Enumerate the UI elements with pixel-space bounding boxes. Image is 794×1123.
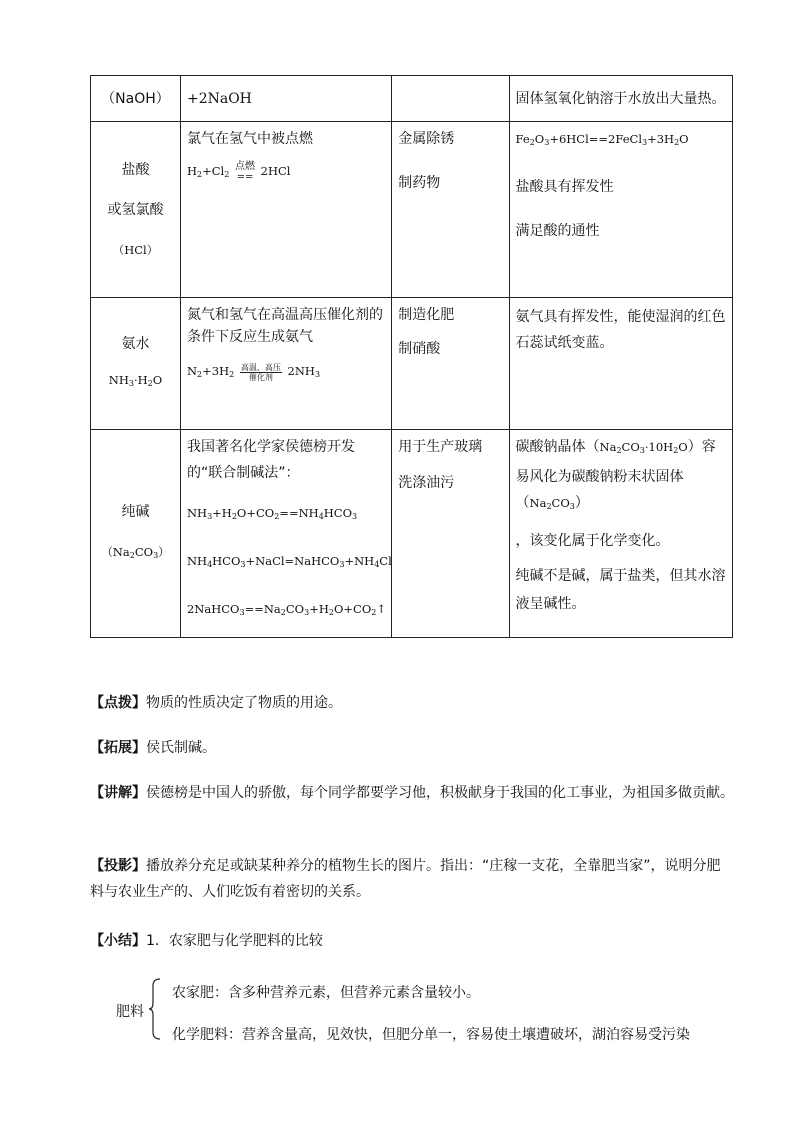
use-item: 制药物 bbox=[398, 175, 441, 191]
cell-reaction bbox=[180, 122, 391, 298]
property-text: ，该变化属于化学变化。 bbox=[515, 533, 670, 549]
substance-alias: 或氢氯酸 bbox=[107, 201, 164, 218]
section-text: 侯氏制碱。 bbox=[146, 740, 216, 756]
use-item: 用于生产玻璃 bbox=[398, 439, 483, 455]
table-row bbox=[91, 430, 733, 638]
section-tag: 【小结】 bbox=[90, 933, 146, 949]
cell-reaction bbox=[180, 298, 391, 430]
use-item: 金属除锈 bbox=[398, 131, 455, 147]
section-tag: 【拓展】 bbox=[90, 740, 146, 756]
reaction-equation: $N_2+3H_2$ $\frac{\text{高温、高压}}{\text{催化剂}}$ $2NH_3$ bbox=[186, 362, 321, 382]
section-tag: 【投影】 bbox=[90, 858, 146, 874]
chemicals-table bbox=[90, 75, 733, 638]
cell-name bbox=[91, 298, 181, 430]
cell-property bbox=[509, 298, 732, 430]
reaction-equation: $2NaHCO_3==Na_2CO_3+H_2O+CO_2↑$ bbox=[186, 602, 386, 617]
table-row bbox=[91, 298, 733, 430]
cell-use bbox=[392, 298, 509, 430]
fertilizer-label: 肥料 bbox=[116, 1004, 144, 1020]
reaction-text: +2NaOH bbox=[186, 90, 252, 107]
use-item: 制硝酸 bbox=[398, 341, 441, 357]
section-dianbo bbox=[90, 690, 734, 716]
cell-name bbox=[91, 122, 181, 298]
use-item: 制造化肥 bbox=[398, 307, 455, 323]
cell-name bbox=[91, 76, 181, 122]
section-text: 播放养分充足或缺某种养分的植物生长的图片。指出：“庄稼一支花，全靠肥当家”，说明分肥料与农业生产的、人们吃饭有着密切的关系。 bbox=[90, 858, 721, 900]
section-text: 物质的性质决定了物质的用途。 bbox=[146, 695, 342, 711]
section-text: 1．农家肥与化学肥料的比较 bbox=[146, 933, 323, 949]
curly-brace-icon bbox=[148, 978, 162, 1040]
reaction-condition: $\frac{\text{高温、高压}}{\text{催化剂}}$ bbox=[240, 362, 281, 382]
substance-name: 纯碱 bbox=[121, 503, 150, 520]
property-text: 纯碱不是碱，属于盐类，但其水溶液呈碱性。 bbox=[515, 568, 726, 612]
reaction-description: 氯气在氢气中被点燃 bbox=[186, 131, 313, 147]
cell-use bbox=[392, 122, 509, 298]
property-text: 满足酸的通性 bbox=[515, 223, 600, 239]
cell-reaction bbox=[180, 430, 391, 638]
substance-name: （NaOH） bbox=[101, 90, 170, 107]
cell-property bbox=[509, 430, 732, 638]
chemical-fertilizer-line: 化学肥料：营养含量高，见效快，但肥分单一，容易使土壤遭破坏，湖泊容易受污染 bbox=[172, 1027, 690, 1043]
table-row bbox=[91, 122, 733, 298]
reaction-equation: $H_2+Cl_2$ 点燃 == 2HCl bbox=[186, 161, 291, 183]
use-item: 洗涤油污 bbox=[398, 475, 455, 491]
reaction-equation: $NH_3+H_2O+CO_2==NH_4HCO_3$ bbox=[186, 506, 358, 521]
substance-name: 氨水 bbox=[121, 335, 150, 352]
section-tuozhan bbox=[90, 735, 734, 761]
substance-formula: $NH_3\cdot H_2O$ bbox=[108, 372, 163, 388]
property-text: 固体氢氧化钠溶于水放出大量热。 bbox=[515, 90, 726, 107]
substance-formula: （HCl） bbox=[112, 242, 159, 257]
property-text: 盐酸具有挥发性 bbox=[515, 179, 614, 195]
section-tag: 【点拨】 bbox=[90, 695, 146, 711]
table-row bbox=[91, 76, 733, 122]
section-touying bbox=[90, 853, 734, 905]
section-jiangjie bbox=[90, 780, 734, 806]
section-text: 侯德榜是中国人的骄傲，每个同学都要学习他，积极献身于我国的化工事业，为祖国多做贡献。 bbox=[146, 785, 734, 801]
reaction-description: 氮气和氢气在高温高压催化剂的条件下反应生成氨气 bbox=[186, 307, 383, 345]
substance-name: 盐酸 bbox=[121, 161, 150, 178]
reaction-condition: 点燃 == bbox=[234, 161, 255, 183]
reaction-equation: $NH_4HCO_3+NaCl=NaHCO_3+NH_4Cl$ bbox=[186, 554, 392, 569]
reaction-description: 我国著名化学家侯德榜开发的“联合制碱法”： bbox=[186, 439, 355, 481]
cell-property bbox=[509, 122, 732, 298]
substance-formula: $(Na_2CO_3)$ bbox=[101, 544, 170, 560]
cell-reaction bbox=[180, 76, 391, 122]
farm-manure-line: 农家肥：含多种营养元素，但营养元素含量较小。 bbox=[172, 985, 480, 1001]
section-tag: 【讲解】 bbox=[90, 785, 146, 801]
property-text: 氨气具有挥发性，能使湿润的红色石蕊试纸变蓝。 bbox=[515, 309, 726, 351]
cell-use bbox=[392, 76, 509, 122]
property-text: 碳酸钠晶体$(Na_2CO_3\cdot 10H_2O)$容易风化为碳酸钠粉末状固体$(Na_2CO_3)$ bbox=[515, 439, 716, 511]
section-xiaojie bbox=[90, 928, 734, 954]
cell-use bbox=[392, 430, 509, 638]
property-equation: $Fe_2O_3+6HCl==2FeCl_3+3H_2O$ bbox=[515, 132, 689, 147]
cell-property bbox=[509, 76, 732, 122]
cell-name bbox=[91, 430, 181, 638]
